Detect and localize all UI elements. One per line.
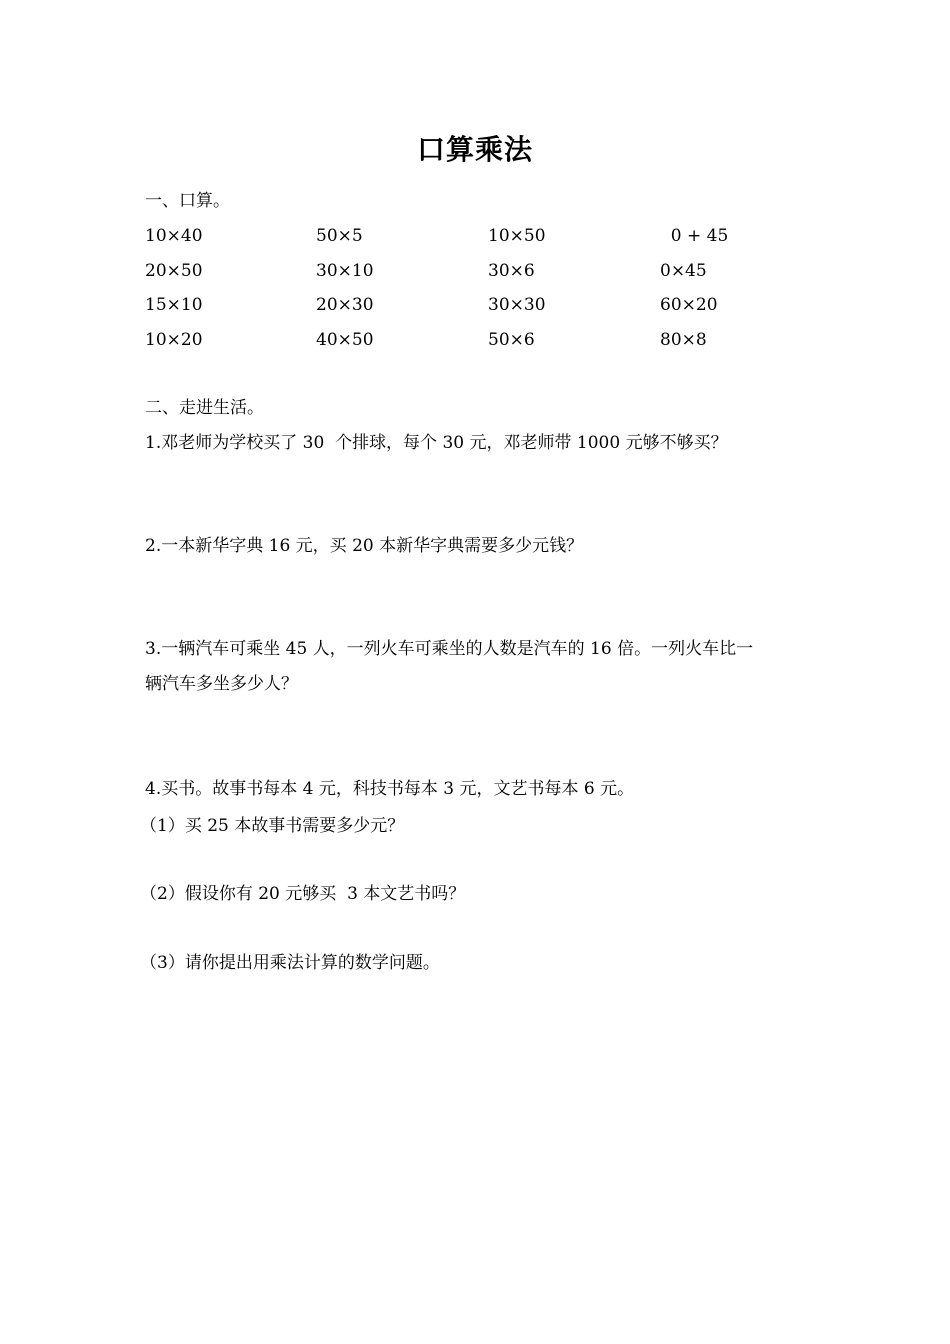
mental-math-grid <box>145 224 785 362</box>
question-3-line-1: 3.一辆汽车可乘坐 45 人，一列火车可乘坐的人数是汽车的 16 倍。一列火车比一 <box>145 639 754 659</box>
question-4-sub-1: （1）买 25 本故事书需要多少元？ <box>140 816 405 836</box>
math-item: 30×10 <box>316 260 374 281</box>
math-item: 20×50 <box>145 260 203 281</box>
page-title: 口算乘法 <box>416 133 533 166</box>
math-item: 10×20 <box>145 329 203 350</box>
grid-row <box>145 328 785 363</box>
math-item: 50×6 <box>488 329 535 350</box>
section-1-heading: 一、口算。 <box>145 191 230 211</box>
math-item: 60×20 <box>660 295 718 315</box>
question-4-sub-2: （2）假设你有 20 元够买 3 本文艺书吗？ <box>140 884 466 904</box>
math-item: 40×50 <box>316 329 374 350</box>
question-2: 2.一本新华字典 16 元，买 20 本新华字典需要多少元钱？ <box>145 536 584 556</box>
grid-row <box>145 293 785 328</box>
grid-row <box>145 224 785 259</box>
section-2-heading: 二、走进生活。 <box>145 398 264 418</box>
grid-row <box>145 259 785 294</box>
math-item: 30×30 <box>488 295 546 315</box>
math-item: 50×5 <box>316 226 363 246</box>
question-4-sub-3: （3）请你提出用乘法计算的数学问题。 <box>140 953 440 973</box>
math-item: 80×8 <box>660 329 707 350</box>
math-item: 0 + 45 <box>660 226 729 246</box>
question-4: 4.买书。故事书每本 4 元，科技书每本 3 元，文艺书每本 6 元。 <box>145 779 635 799</box>
math-item: 10×50 <box>488 226 546 246</box>
math-item: 10×40 <box>145 226 203 246</box>
math-item: 20×30 <box>316 295 374 315</box>
question-1: 1.邓老师为学校买了 30 个排球，每个 30 元，邓老师带 1000 元够不够买？ <box>145 433 728 453</box>
math-item: 30×6 <box>488 260 535 281</box>
math-item: 0×45 <box>660 260 707 281</box>
question-3-line-2: 辆汽车多坐多少人？ <box>145 674 298 694</box>
math-item: 15×10 <box>145 295 203 315</box>
